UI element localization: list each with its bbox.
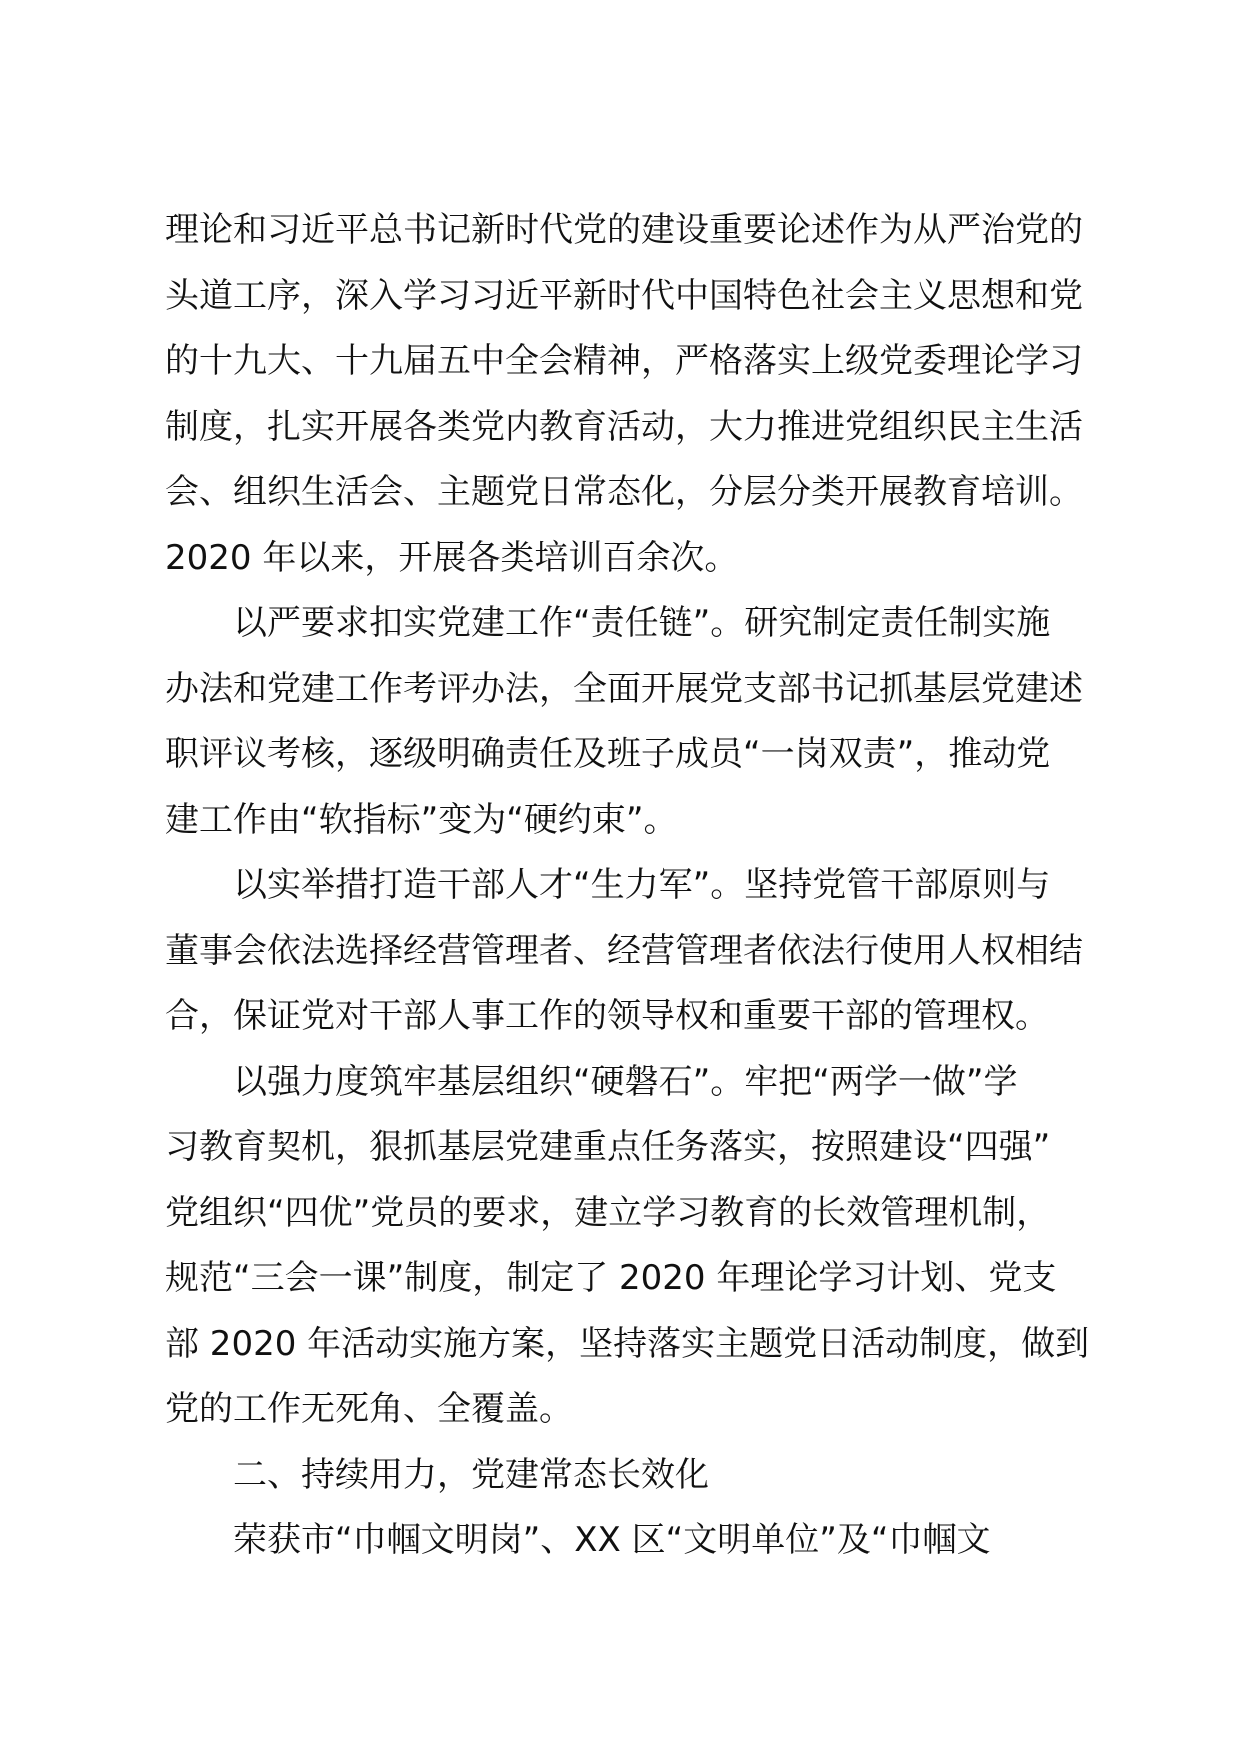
text-line: 头道工序，深入学习习近平新时代中国特色社会主义思想和党 (165, 275, 1083, 316)
text-line: 职评议考核，逐级明确责任及班子成员“一岗双责”，推动党 (165, 734, 1051, 774)
text-line: 合，保证党对干部人事工作的领导权和重要干部的管理权。 (165, 996, 1049, 1036)
text-line: 习教育契机，狠抓基层党建重点任务落实，按照建设“四强” (165, 1127, 1051, 1167)
paragraph-heading-line: 以强力度筑牢基层组织“硬磐石”。牢把“两学一做”学 (233, 1061, 1018, 1102)
text-line: 规范“三会一课”制度，制定了 2020 年理论学习计划、党支 (165, 1258, 1057, 1298)
text-line: 会、组织生活会、主题党日常态化，分层分类开展教育培训。 (165, 472, 1083, 512)
text-line: 2020 年以来，开展各类培训百余次。 (165, 537, 739, 578)
text-line: 党组织“四优”党员的要求，建立学习教育的长效管理机制， (165, 1192, 1051, 1233)
text-line: 制度，扎实开展各类党内教育活动，大力推进党组织民主生活 (165, 406, 1083, 447)
text-line: 党的工作无死角、全覆盖。 (165, 1389, 573, 1429)
text-line: 理论和习近平总书记新时代党的建设重要论述作为从严治党的 (165, 210, 1083, 250)
paragraph-heading-line: 以实举措打造干部人才“生力军”。坚持党管干部原则与 (233, 865, 1051, 905)
text-line: 办法和党建工作考评办法，全面开展党支部书记抓基层党建述 (165, 668, 1083, 709)
text-line: 部 2020 年活动实施方案，坚持落实主题党日活动制度，做到 (165, 1323, 1090, 1364)
text-line: 董事会依法选择经营管理者、经营管理者依法行使用人权相结 (165, 930, 1083, 971)
text-line: 建工作由“软指标”变为“硬约束”。 (165, 799, 678, 840)
document-body (165, 198, 1090, 1574)
text-line: 荣获市“巾帼文明岗”、XX 区“文明单位”及“巾帼文 (233, 1520, 991, 1560)
text-line: 的十九大、十九届五中全会精神，严格落实上级党委理论学习 (165, 341, 1083, 381)
section-heading: 二、持续用力，党建常态长效化 (233, 1454, 709, 1495)
paragraph-heading-line: 以严要求扣实党建工作“责任链”。研究制定责任制实施 (233, 603, 1051, 643)
